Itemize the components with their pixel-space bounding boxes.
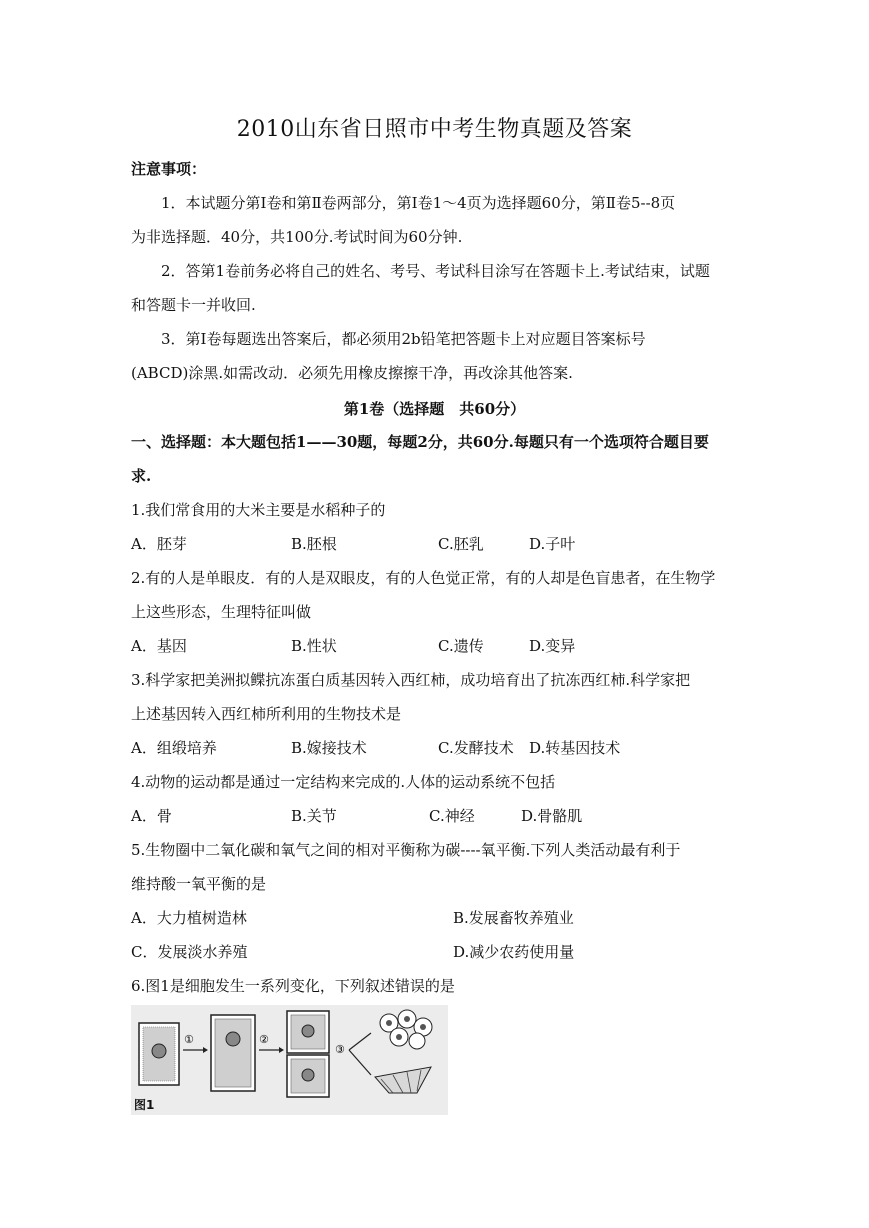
option-d: D.减少农药使用量: [453, 943, 575, 961]
question-stem: 6.图1是细胞发生一系列变化，下列叙述错误的是: [131, 977, 455, 995]
step-1-label: ①: [184, 1033, 194, 1046]
question-stem: 5.生物圈中二氧化碳和氧气之间的相对平衡称为碳----氧平衡.下列人类活动最有利于: [131, 841, 681, 859]
page-title: 2010山东省日照市中考生物真题及答案: [236, 117, 633, 142]
question-stem: 2.有的人是单眼皮．有的人是双眼皮，有的人色觉正常，有的人却是色盲患者，在生物学: [131, 569, 716, 587]
option-a: A．胚芽: [131, 535, 187, 553]
notice-line: (ABCD)涂黑.如需改动．必须先用橡皮擦擦干净，再改涂其他答案.: [131, 364, 573, 382]
option-b: B.性状: [291, 637, 337, 655]
figure-label: 图1: [134, 1098, 155, 1112]
figure-1-cell-division: [131, 1005, 448, 1115]
notice-line: 和答题卡一并收回.: [131, 296, 256, 314]
option-b: B.嫁接技术: [291, 739, 367, 757]
option-c: C.胚乳: [438, 535, 484, 553]
option-d: D.子叶: [529, 535, 576, 553]
option-d: D.转基因技术: [529, 739, 621, 757]
question-stem: 4.动物的运动都是通过一定结构来完成的.人体的运动系统不包括: [131, 773, 556, 791]
section-title: 第1卷（选择题 共60分）: [343, 400, 526, 418]
question-stem: 上这些形态，生理特征叫做: [131, 603, 312, 621]
grown-cell: [211, 1015, 255, 1091]
option-c: C.神经: [429, 807, 475, 825]
notice-line: 1．本试题分第Ⅰ卷和第Ⅱ卷两部分，第Ⅰ卷1～4页为选择题60分，第Ⅱ卷5--8页: [161, 194, 676, 212]
question-stem: 上述基因转入西红柿所利用的生物技术是: [131, 705, 402, 723]
step-3-label: ③: [335, 1043, 345, 1056]
cell-diagram: [131, 1005, 448, 1115]
section-instruction: 求.: [131, 467, 152, 485]
option-c: C．发展淡水养殖: [131, 943, 248, 961]
section-instruction: 一、选择题：本大题包括1——30题，每题2分，共60分.每题只有一个选项符合题目要: [131, 433, 709, 451]
notice-heading: 注意事项：: [131, 160, 207, 178]
option-b: B.关节: [291, 807, 337, 825]
option-c: C.发酵技术: [438, 739, 514, 757]
option-c: C.遗传: [438, 637, 484, 655]
option-a: A．基因: [131, 637, 187, 655]
option-a: A．组缎培养: [131, 739, 217, 757]
question-stem: 3.科学家把美洲拟鲽抗冻蛋白质基因转入西红柿，成功培育出了抗冻西红柿.科学家把: [131, 671, 691, 689]
option-d: D.变异: [529, 637, 576, 655]
option-b: B.发展畜牧养殖业: [453, 909, 574, 927]
notice-line: 2．答第1卷前务必将自己的姓名、考号、考试科目涂写在答题卡上.考试结束，试题: [161, 262, 710, 280]
option-a: A．大力植树造林: [131, 909, 247, 927]
step-2-label: ②: [259, 1033, 269, 1046]
notice-line: 3．第Ⅰ卷每题选出答案后，都必须用2b铅笔把答题卡上对应题目答案标号: [161, 330, 646, 348]
question-stem: 维持酸一氧平衡的是: [131, 875, 267, 893]
single-cell: [139, 1023, 179, 1085]
option-a: A．骨: [131, 807, 172, 825]
question-stem: 1.我们常食用的大米主要是水稻种子的: [131, 501, 386, 519]
option-b: B.胚根: [291, 535, 337, 553]
notice-line: 为非选择题．40分，共100分.考试时间为60分钟.: [131, 228, 463, 246]
option-d: D.骨骼肌: [521, 807, 583, 825]
